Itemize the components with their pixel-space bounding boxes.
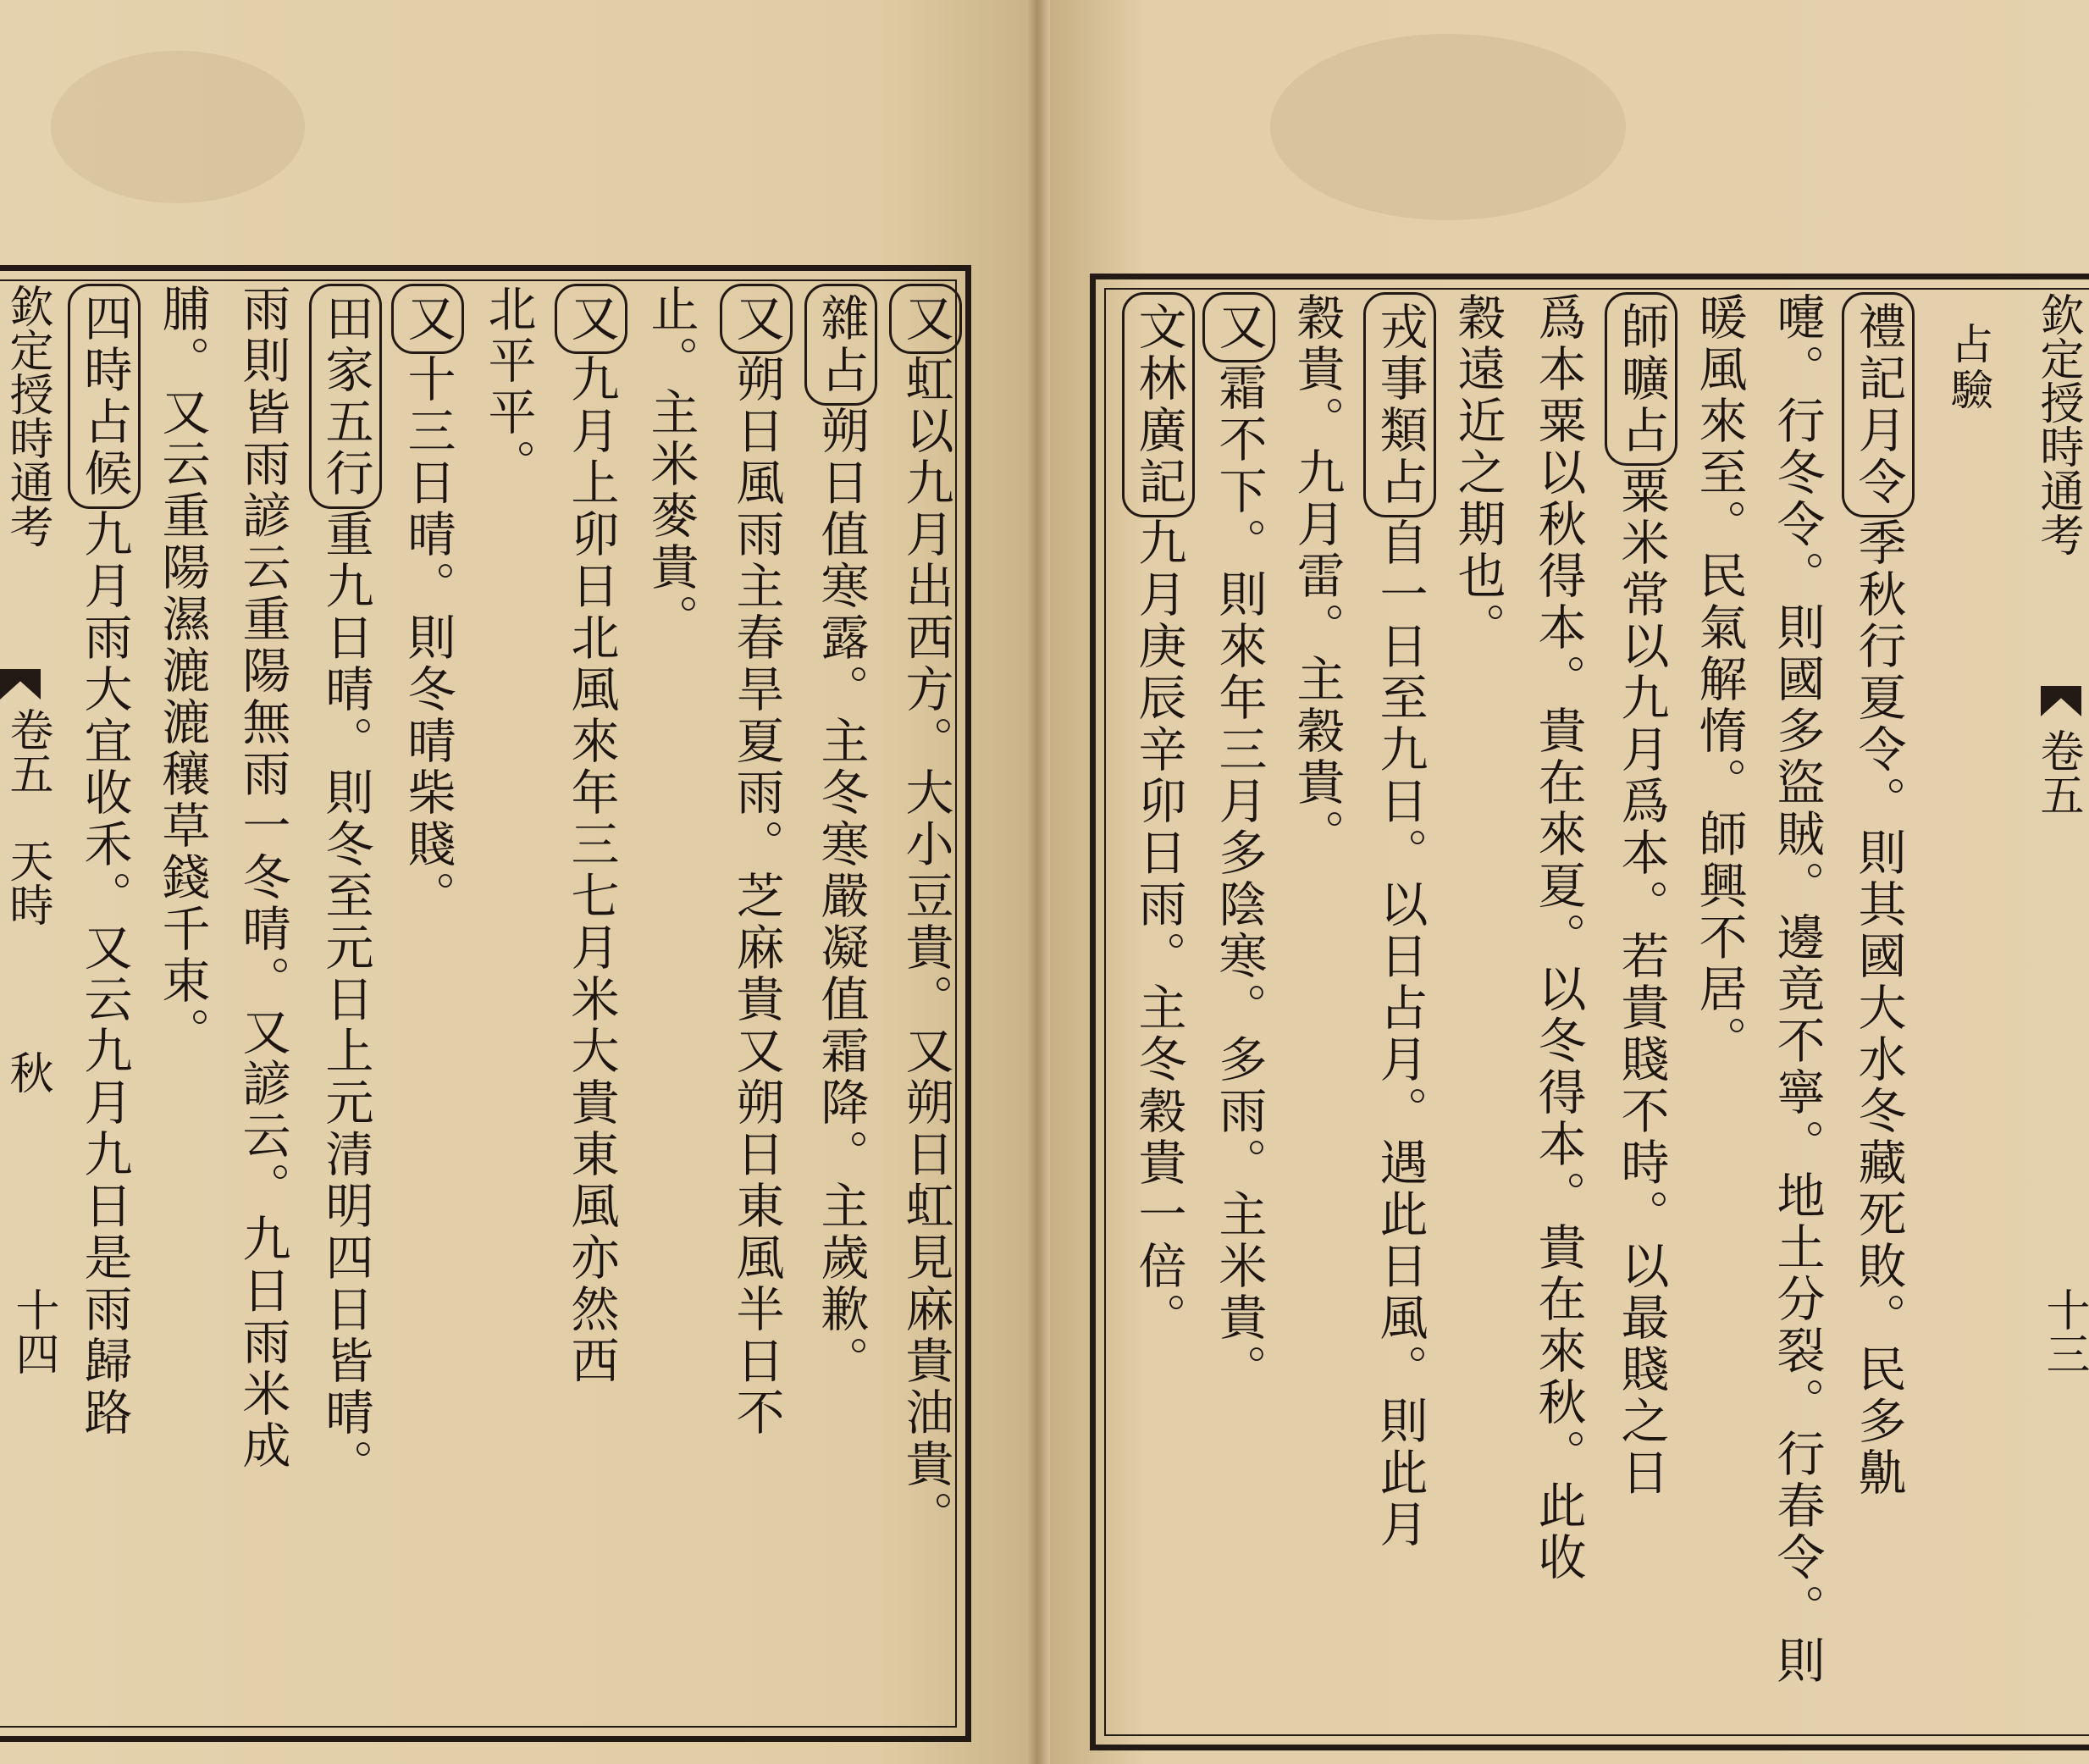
text-column — [1842, 292, 1915, 1698]
text-column — [1283, 292, 1351, 1698]
column-text: 自一日至九日。以日占月。遇此日風。則此月 — [1372, 517, 1428, 1551]
source-tag: 禮記月令 — [1842, 292, 1915, 517]
text-column — [637, 284, 705, 1689]
column-text: 穀貴。九月雷。主穀貴。 — [1289, 292, 1345, 860]
column-text: 九月上卯日北風來年三七月米大貴東風亦然西 — [563, 354, 619, 1387]
column-text: 暖風來至。民氣解惰。師興不居。 — [1691, 292, 1747, 1067]
left-page-number: 十四 — [8, 1287, 58, 1375]
text-column — [555, 284, 627, 1689]
text-column — [309, 284, 382, 1689]
column-text: 霜不下。則來年三月多陰寒。多雨。主米貴。 — [1211, 362, 1267, 1396]
source-tag: 又 — [391, 284, 464, 354]
text-column — [1605, 292, 1677, 1698]
column-text: 虹以九月出西方。大小豆貴。又朔日虹見麻貴油貴。 — [898, 354, 953, 1542]
column-text: 朔日值寒露。主冬寒嚴凝值霜降。主歲歉。 — [813, 406, 869, 1387]
text-column — [720, 284, 793, 1689]
column-text: 朔日風雨主春旱夏雨。芝麻貴又朔日東風半日不 — [728, 354, 784, 1439]
column-text: 止。主米麥貴。 — [643, 284, 699, 645]
source-tag: 雜占 — [804, 284, 877, 406]
right-volume: 卷五 — [2032, 728, 2083, 816]
paper-stain — [51, 51, 305, 203]
text-column — [229, 284, 296, 1689]
source-tag: 又 — [720, 284, 793, 354]
text-column — [1202, 292, 1275, 1698]
column-text: 脯。又云重陽濕漉漉穰草錢千束。 — [154, 284, 210, 1059]
column-text: 北平平。 — [480, 284, 536, 490]
left-section: 天時 — [2, 838, 53, 926]
column-text: 季秋行夏令。則其國大水冬藏死敗。民多鼽 — [1850, 517, 1906, 1499]
text-column — [1685, 292, 1753, 1698]
left-season: 秋 — [2, 1050, 53, 1094]
source-tag: 戎事類占 — [1363, 292, 1436, 517]
text-column — [889, 284, 962, 1689]
right-page-number: 十三 — [2038, 1287, 2089, 1375]
column-text: 穀遠近之期也。 — [1450, 292, 1506, 654]
text-column — [68, 284, 141, 1689]
source-tag: 四時占候 — [68, 284, 141, 509]
column-text: 爲本粟以秋得本。貴在來夏。以冬得本。貴在來秋。此收 — [1530, 292, 1586, 1584]
source-tag: 師曠占 — [1605, 292, 1677, 466]
source-tag: 又 — [1202, 292, 1275, 362]
left-header-title: 欽定授時通考 — [2, 284, 53, 548]
text-column — [148, 284, 216, 1689]
paper-stain — [1270, 34, 1626, 220]
text-column — [1122, 292, 1195, 1698]
text-column — [391, 284, 464, 1689]
right-header-title: 欽定授時通考 — [2032, 292, 2083, 556]
column-text: 雨則皆雨諺云重陽無雨一冬晴。又諺云。九日雨米成 — [235, 284, 290, 1472]
column-text: 九月雨大宜收禾。又云九月九日是雨歸路 — [76, 509, 132, 1439]
source-tag: 又 — [555, 284, 627, 354]
text-column — [1444, 292, 1511, 1698]
source-tag: 又 — [889, 284, 962, 354]
text-column — [804, 284, 877, 1689]
column-text: 重九日晴。則冬至元日上元清明四日皆晴。 — [318, 509, 373, 1490]
text-column — [1763, 292, 1831, 1698]
section-heading: 占驗 — [1944, 322, 1993, 413]
left-volume: 卷五 — [2, 707, 53, 795]
column-text: 嚏。行冬令。則國多盜賊。邊竟不寧。地土分裂。行春令。則 — [1769, 292, 1825, 1687]
source-tag: 田家五行 — [309, 284, 382, 509]
text-column — [1524, 292, 1592, 1698]
book-gutter — [1026, 0, 1050, 1764]
text-column — [1363, 292, 1436, 1698]
column-text: 十三日晴。則冬晴柴賤。 — [400, 354, 456, 922]
source-tag: 文林廣記 — [1122, 292, 1195, 517]
column-text: 九月庚辰辛卯日雨。主冬穀貴一倍。 — [1130, 517, 1186, 1344]
text-column — [474, 284, 542, 1689]
column-text: 粟米常以九月爲本。若貴賤不時。以最賤之日 — [1613, 466, 1669, 1499]
